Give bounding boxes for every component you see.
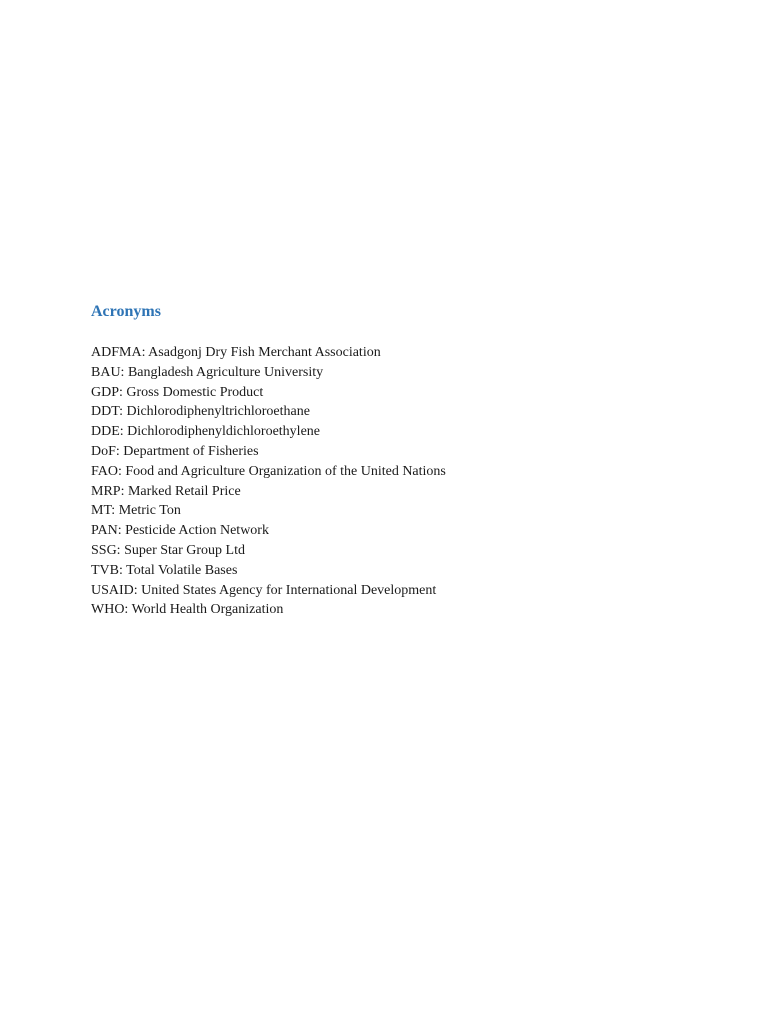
acronym-item: DoF: Department of Fisheries	[91, 443, 259, 459]
acronym-item: USAID: United States Agency for International Development	[91, 582, 437, 598]
section-heading: Acronyms	[91, 303, 161, 320]
acronym-item: SSG: Super Star Group Ltd	[91, 542, 245, 558]
acronym-item: MRP: Marked Retail Price	[91, 483, 241, 499]
acronym-item: GDP: Gross Domestic Product	[91, 384, 264, 400]
acronym-list	[91, 343, 446, 620]
acronym-item: DDE: Dichlorodiphenyldichloroethylene	[91, 424, 320, 440]
acronym-item: PAN: Pesticide Action Network	[91, 523, 269, 539]
acronym-item: DDT: Dichlorodiphenyltrichloroethane	[91, 404, 310, 420]
acronym-item: ADFMA: Asadgonj Dry Fish Merchant Association	[91, 345, 381, 360]
acronym-item: MT: Metric Ton	[91, 503, 181, 519]
acronym-item: WHO: World Health Organization	[91, 602, 284, 618]
acronym-item: BAU: Bangladesh Agriculture University	[91, 364, 324, 380]
acronym-item: FAO: Food and Agriculture Organization of the United Nations	[91, 463, 446, 479]
acronym-item: TVB: Total Volatile Bases	[91, 562, 238, 578]
